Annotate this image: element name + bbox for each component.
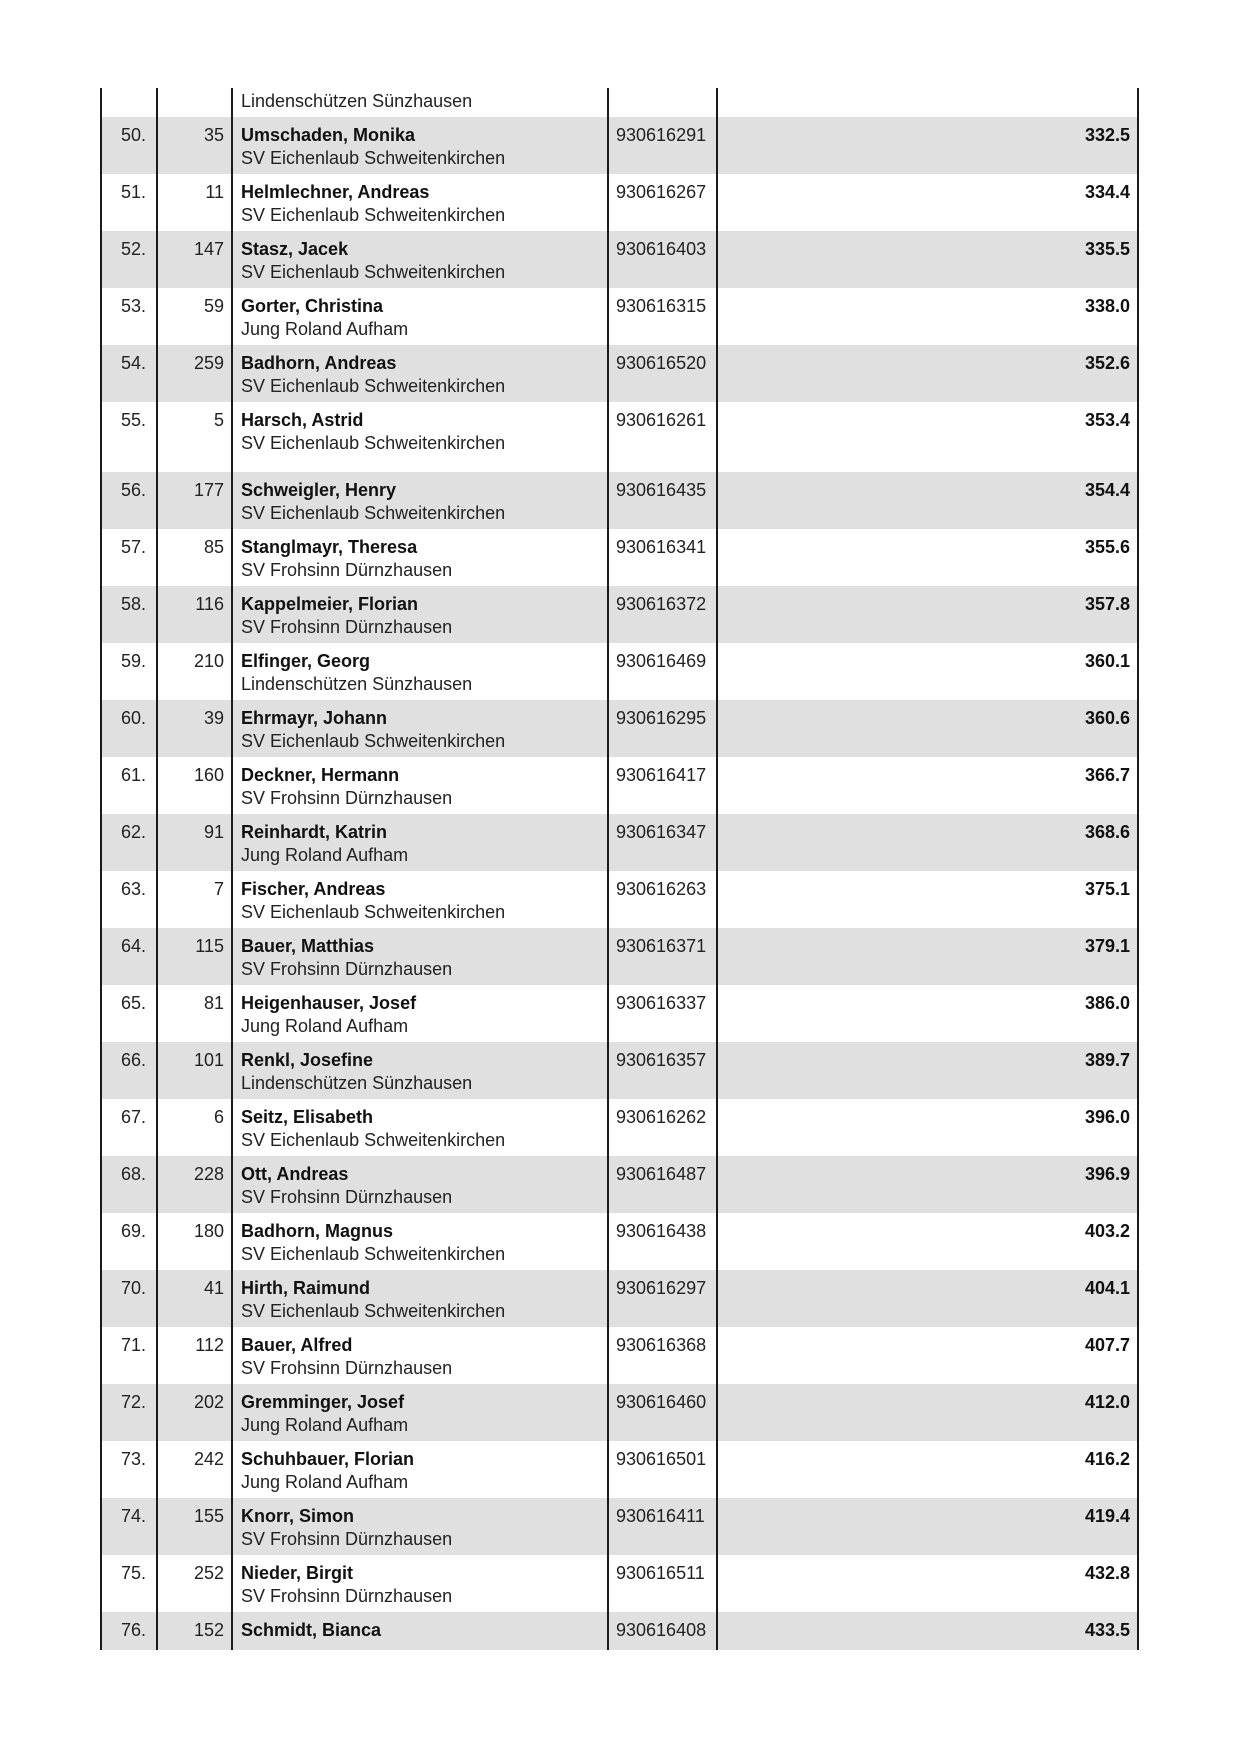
name-cell (233, 586, 609, 643)
rank-cell: 76. (102, 1612, 158, 1650)
start-number-cell: 115 (158, 928, 233, 985)
id-cell: 930616408 (609, 1612, 718, 1650)
id-cell: 930616460 (609, 1384, 718, 1441)
score-cell (718, 88, 1137, 117)
name-cell (233, 1156, 609, 1213)
club-name: SV Frohsinn Dürnzhausen (241, 959, 453, 979)
shooter-name: Badhorn, Andreas (241, 353, 397, 373)
shooter-name: Gremminger, Josef (241, 1392, 405, 1412)
id-cell: 930616371 (609, 928, 718, 985)
club-name: Lindenschützen Sünzhausen (241, 674, 473, 694)
id-cell: 930616263 (609, 871, 718, 928)
table-row (102, 288, 1137, 345)
score-cell: 360.1 (1084, 651, 1130, 671)
score-cell: 368.6 (1084, 822, 1130, 842)
name-cell (233, 985, 609, 1042)
rank-cell: 65. (102, 985, 158, 1042)
table-row (102, 529, 1137, 586)
id-cell: 930616438 (609, 1213, 718, 1270)
score-cell: 335.5 (1084, 239, 1130, 259)
club-name: SV Eichenlaub Schweitenkirchen (241, 503, 506, 523)
start-number-cell: 116 (158, 586, 233, 643)
start-number-cell: 228 (158, 1156, 233, 1213)
score-cell: 360.6 (1084, 708, 1130, 728)
score-cell: 432.8 (1084, 1563, 1130, 1583)
score-cell: 375.1 (1084, 879, 1130, 899)
club-name: SV Eichenlaub Schweitenkirchen (241, 731, 506, 751)
name-cell (233, 1441, 609, 1498)
start-number-cell: 91 (158, 814, 233, 871)
club-name: Jung Roland Aufham (241, 1415, 409, 1435)
table-body (102, 117, 1137, 1650)
table-row (102, 345, 1137, 402)
club-name: SV Eichenlaub Schweitenkirchen (241, 205, 506, 225)
name-cell (233, 871, 609, 928)
score-cell: 353.4 (1084, 410, 1130, 430)
rank-cell: 53. (102, 288, 158, 345)
table-row (102, 814, 1137, 871)
rank-cell: 71. (102, 1327, 158, 1384)
start-number-cell: 35 (158, 117, 233, 174)
club-name: SV Frohsinn Dürnzhausen (241, 1586, 453, 1606)
rank-cell: 58. (102, 586, 158, 643)
name-cell (233, 472, 609, 529)
table-row (102, 1441, 1137, 1498)
score-cell: 352.6 (1084, 353, 1130, 373)
score-cell: 354.4 (1084, 480, 1130, 500)
score-cell: 433.5 (1084, 1620, 1130, 1640)
name-cell (233, 1099, 609, 1156)
table-row (102, 757, 1137, 814)
club-name: Jung Roland Aufham (241, 1016, 409, 1036)
name-cell (233, 757, 609, 814)
start-number-cell: 180 (158, 1213, 233, 1270)
id-cell: 930616403 (609, 231, 718, 288)
shooter-name: Umschaden, Monika (241, 125, 416, 145)
name-cell (233, 174, 609, 231)
name-cell (233, 643, 609, 700)
name-cell (233, 1270, 609, 1327)
name-cell (233, 402, 609, 472)
rank-cell: 55. (102, 402, 158, 472)
table-row (102, 1384, 1137, 1441)
score-cell: 416.2 (1084, 1449, 1130, 1469)
score-cell: 357.8 (1084, 594, 1130, 614)
table-row (102, 1498, 1137, 1555)
table-row (102, 1612, 1137, 1650)
score-cell: 403.2 (1084, 1221, 1130, 1241)
start-number-cell: 242 (158, 1441, 233, 1498)
name-cell (233, 1384, 609, 1441)
club-name: Jung Roland Aufham (241, 845, 409, 865)
name-cell (233, 1213, 609, 1270)
club-name: Lindenschützen Sünzhausen (241, 1073, 473, 1093)
shooter-name: Gorter, Christina (241, 296, 384, 316)
name-cell (233, 345, 609, 402)
shooter-name: Hirth, Raimund (241, 1278, 370, 1298)
name-cell (233, 529, 609, 586)
id-cell: 930616347 (609, 814, 718, 871)
score-cell: 366.7 (1084, 765, 1130, 785)
club-name: SV Frohsinn Dürnzhausen (241, 1529, 453, 1549)
table-row (102, 402, 1137, 472)
id-cell: 930616511 (609, 1555, 718, 1612)
club-name: SV Frohsinn Dürnzhausen (241, 560, 453, 580)
start-number-cell: 81 (158, 985, 233, 1042)
shooter-name: Heigenhauser, Josef (241, 993, 417, 1013)
id-cell: 930616341 (609, 529, 718, 586)
start-number-cell: 259 (158, 345, 233, 402)
name-cell (233, 1498, 609, 1555)
start-number-cell: 6 (158, 1099, 233, 1156)
table-row (102, 985, 1137, 1042)
club-name: SV Frohsinn Dürnzhausen (241, 788, 453, 808)
name-cell (233, 928, 609, 985)
start-number-cell: 41 (158, 1270, 233, 1327)
score-cell: 338.0 (1084, 296, 1130, 316)
score-cell: 412.0 (1084, 1392, 1130, 1412)
shooter-name: Schmidt, Bianca (241, 1620, 382, 1640)
id-cell: 930616357 (609, 1042, 718, 1099)
rank-cell: 56. (102, 472, 158, 529)
rank-cell: 68. (102, 1156, 158, 1213)
club-name: SV Eichenlaub Schweitenkirchen (241, 262, 506, 282)
rank-cell: 64. (102, 928, 158, 985)
start-number-cell: 59 (158, 288, 233, 345)
start-number-cell: 155 (158, 1498, 233, 1555)
score-cell: 407.7 (1084, 1335, 1130, 1355)
table-row (102, 1099, 1137, 1156)
shooter-name: Badhorn, Magnus (241, 1221, 393, 1241)
table-row (102, 871, 1137, 928)
id-cell: 930616411 (609, 1498, 718, 1555)
shooter-name: Nieder, Birgit (241, 1563, 354, 1583)
shooter-name: Bauer, Matthias (241, 936, 375, 956)
rank-cell: 54. (102, 345, 158, 402)
table-row (102, 700, 1137, 757)
club-name: SV Frohsinn Dürnzhausen (241, 1187, 453, 1207)
club-name: Jung Roland Aufham (241, 319, 409, 339)
id-cell: 930616417 (609, 757, 718, 814)
name-cell (233, 231, 609, 288)
club-name: SV Eichenlaub Schweitenkirchen (241, 148, 506, 168)
shooter-name: Ott, Andreas (241, 1164, 349, 1184)
club-name: SV Eichenlaub Schweitenkirchen (241, 902, 506, 922)
shooter-name: Ehrmayr, Johann (241, 708, 388, 728)
id-cell: 930616295 (609, 700, 718, 757)
rank-cell: 52. (102, 231, 158, 288)
club-name: SV Eichenlaub Schweitenkirchen (241, 1130, 506, 1150)
table-row (102, 117, 1137, 174)
rank-cell: 75. (102, 1555, 158, 1612)
club-name: Jung Roland Aufham (241, 1472, 409, 1492)
id-cell: 930616261 (609, 402, 718, 472)
rank-cell: 57. (102, 529, 158, 586)
start-number-cell: 85 (158, 529, 233, 586)
rank-cell: 66. (102, 1042, 158, 1099)
id-cell: 930616487 (609, 1156, 718, 1213)
rank-cell: 62. (102, 814, 158, 871)
score-cell: 386.0 (1084, 993, 1130, 1013)
rank-cell: 61. (102, 757, 158, 814)
club-name: SV Eichenlaub Schweitenkirchen (241, 433, 506, 453)
shooter-name: Harsch, Astrid (241, 410, 364, 430)
name-cell (233, 814, 609, 871)
rank-cell: 69. (102, 1213, 158, 1270)
club-name: SV Frohsinn Dürnzhausen (241, 617, 453, 637)
name-cell (233, 1042, 609, 1099)
table-row (102, 643, 1137, 700)
table-row (102, 586, 1137, 643)
name-cell (233, 117, 609, 174)
shooter-name: Stasz, Jacek (241, 239, 349, 259)
name-cell (233, 88, 609, 117)
shooter-name: Seitz, Elisabeth (241, 1107, 374, 1127)
shooter-name: Renkl, Josefine (241, 1050, 374, 1070)
name-cell (233, 1612, 609, 1650)
rank-cell: 70. (102, 1270, 158, 1327)
start-number-cell: 7 (158, 871, 233, 928)
id-cell: 930616315 (609, 288, 718, 345)
table-row (102, 1555, 1137, 1612)
table-row-continued (102, 88, 1137, 117)
score-cell: 332.5 (1084, 125, 1130, 145)
club-name: SV Frohsinn Dürnzhausen (241, 1358, 453, 1378)
id-cell: 930616501 (609, 1441, 718, 1498)
start-number-cell: 147 (158, 231, 233, 288)
shooter-name: Helmlechner, Andreas (241, 182, 430, 202)
table-row (102, 231, 1137, 288)
start-number-cell: 11 (158, 174, 233, 231)
name-cell (233, 700, 609, 757)
score-cell: 396.9 (1084, 1164, 1130, 1184)
table-row (102, 1327, 1137, 1384)
table-row (102, 928, 1137, 985)
rank-cell: 74. (102, 1498, 158, 1555)
id-cell: 930616435 (609, 472, 718, 529)
rank-cell: 60. (102, 700, 158, 757)
shooter-name: Bauer, Alfred (241, 1335, 353, 1355)
club-name: SV Eichenlaub Schweitenkirchen (241, 1301, 506, 1321)
shooter-name: Schuhbauer, Florian (241, 1449, 415, 1469)
name-cell (233, 288, 609, 345)
shooter-name: Fischer, Andreas (241, 879, 386, 899)
start-number-cell: 152 (158, 1612, 233, 1650)
start-number-cell: 112 (158, 1327, 233, 1384)
id-cell: 930616267 (609, 174, 718, 231)
club-name: SV Eichenlaub Schweitenkirchen (241, 376, 506, 396)
start-number-cell: 202 (158, 1384, 233, 1441)
score-cell: 396.0 (1084, 1107, 1130, 1127)
results-table (100, 88, 1139, 1650)
rank-cell: 63. (102, 871, 158, 928)
shooter-name: Elfinger, Georg (241, 651, 371, 671)
table-row (102, 174, 1137, 231)
rank-cell: 50. (102, 117, 158, 174)
id-cell: 930616337 (609, 985, 718, 1042)
table-row (102, 1213, 1137, 1270)
start-number-cell (158, 88, 233, 117)
start-number-cell: 101 (158, 1042, 233, 1099)
shooter-name: Reinhardt, Katrin (241, 822, 388, 842)
rank-cell (102, 88, 158, 117)
club-name: Lindenschützen Sünzhausen (241, 91, 473, 111)
table-row (102, 1270, 1137, 1327)
shooter-name: Deckner, Hermann (241, 765, 400, 785)
start-number-cell: 210 (158, 643, 233, 700)
name-cell (233, 1555, 609, 1612)
rank-cell: 59. (102, 643, 158, 700)
rank-cell: 51. (102, 174, 158, 231)
score-cell: 334.4 (1084, 182, 1130, 202)
start-number-cell: 177 (158, 472, 233, 529)
start-number-cell: 160 (158, 757, 233, 814)
id-cell: 930616262 (609, 1099, 718, 1156)
club-name: SV Eichenlaub Schweitenkirchen (241, 1244, 506, 1264)
id-cell: 930616297 (609, 1270, 718, 1327)
id-cell: 930616368 (609, 1327, 718, 1384)
id-cell: 930616469 (609, 643, 718, 700)
rank-cell: 72. (102, 1384, 158, 1441)
rank-cell: 73. (102, 1441, 158, 1498)
start-number-cell: 5 (158, 402, 233, 472)
table-row (102, 472, 1137, 529)
score-cell: 379.1 (1084, 936, 1130, 956)
score-cell: 404.1 (1084, 1278, 1130, 1298)
table-row (102, 1156, 1137, 1213)
shooter-name: Knorr, Simon (241, 1506, 355, 1526)
id-cell: 930616291 (609, 117, 718, 174)
score-cell: 355.6 (1084, 537, 1130, 557)
score-cell: 389.7 (1084, 1050, 1130, 1070)
name-cell (233, 1327, 609, 1384)
rank-cell: 67. (102, 1099, 158, 1156)
shooter-name: Kappelmeier, Florian (241, 594, 419, 614)
score-cell: 419.4 (1084, 1506, 1130, 1526)
shooter-name: Stanglmayr, Theresa (241, 537, 418, 557)
id-cell (609, 88, 718, 117)
start-number-cell: 39 (158, 700, 233, 757)
start-number-cell: 252 (158, 1555, 233, 1612)
id-cell: 930616372 (609, 586, 718, 643)
id-cell: 930616520 (609, 345, 718, 402)
shooter-name: Schweigler, Henry (241, 480, 397, 500)
table-row (102, 1042, 1137, 1099)
